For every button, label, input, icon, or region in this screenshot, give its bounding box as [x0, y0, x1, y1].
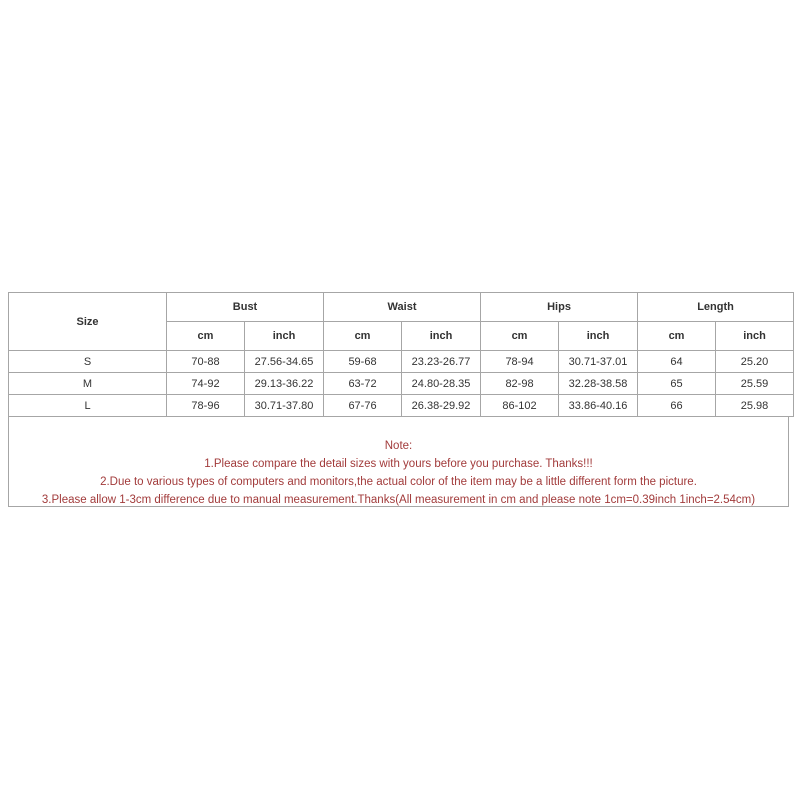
table-cell: 78-94: [481, 351, 559, 373]
table-cell: 66: [638, 395, 716, 417]
header-row-groups: [9, 293, 794, 322]
table-cell: 32.28-38.58: [559, 373, 638, 395]
length-cm-header: cm: [638, 322, 716, 351]
table-cell: 26.38-29.92: [402, 395, 481, 417]
note-line: 3.Please allow 1-3cm difference due to manual measurement.Thanks(All measurement in cm and please note 1cm=0.39inch 1inch=2.54cm): [41, 494, 756, 506]
note-line: 2.Due to various types of computers and monitors,the actual color of the item may be a little different form the picture.: [100, 476, 697, 488]
table-cell: 25.98: [716, 395, 794, 417]
table-cell: 78-96: [167, 395, 245, 417]
table-cell: 25.59: [716, 373, 794, 395]
length-inch-header: inch: [716, 322, 794, 351]
table-cell: 70-88: [167, 351, 245, 373]
size-cell: L: [9, 395, 167, 417]
size-header: Size: [9, 293, 167, 351]
size-chart: [8, 292, 792, 507]
size-cell: M: [9, 373, 167, 395]
table-cell: 67-76: [324, 395, 402, 417]
bust-inch-header: inch: [245, 322, 324, 351]
note-line: 1.Please compare the detail sizes with yours before you purchase. Thanks!!!: [204, 458, 593, 470]
table-cell: 63-72: [324, 373, 402, 395]
table-cell: 64: [638, 351, 716, 373]
table-cell: 25.20: [716, 351, 794, 373]
notes-box: [8, 417, 789, 507]
table-cell: 29.13-36.22: [245, 373, 324, 395]
length-header: Length: [638, 293, 794, 322]
table-row: [9, 373, 794, 395]
size-cell: S: [9, 351, 167, 373]
table-cell: 86-102: [481, 395, 559, 417]
bust-cm-header: cm: [167, 322, 245, 351]
table-row: [9, 395, 794, 417]
notes-title: Note:: [384, 440, 413, 452]
table-cell: 33.86-40.16: [559, 395, 638, 417]
table-cell: 30.71-37.01: [559, 351, 638, 373]
hips-header: Hips: [481, 293, 638, 322]
hips-cm-header: cm: [481, 322, 559, 351]
table-cell: 24.80-28.35: [402, 373, 481, 395]
bust-header: Bust: [167, 293, 324, 322]
size-table: [8, 292, 794, 417]
table-cell: 74-92: [167, 373, 245, 395]
table-cell: 23.23-26.77: [402, 351, 481, 373]
table-cell: 59-68: [324, 351, 402, 373]
table-cell: 65: [638, 373, 716, 395]
table-row: [9, 351, 794, 373]
hips-inch-header: inch: [559, 322, 638, 351]
table-cell: 82-98: [481, 373, 559, 395]
waist-cm-header: cm: [324, 322, 402, 351]
waist-header: Waist: [324, 293, 481, 322]
waist-inch-header: inch: [402, 322, 481, 351]
table-cell: 27.56-34.65: [245, 351, 324, 373]
table-cell: 30.71-37.80: [245, 395, 324, 417]
